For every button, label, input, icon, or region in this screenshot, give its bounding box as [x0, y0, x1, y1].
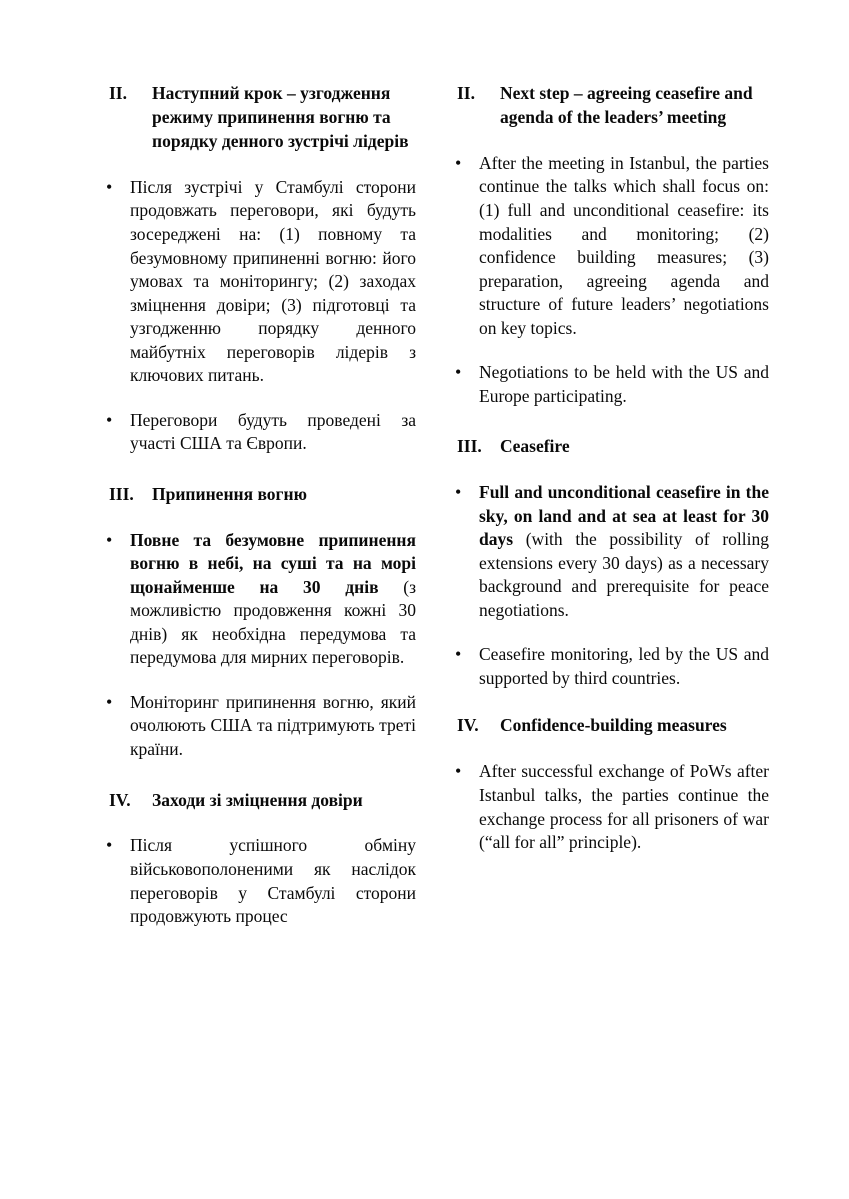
section-heading-iii-uk: [100, 483, 416, 507]
section-numeral: II.: [109, 83, 127, 103]
bullet-text: Після успішного обміну військовополоненими як наслідок переговорів у Стамбулі сторони продовжують процес: [130, 835, 416, 927]
section-heading-iv-en: [453, 714, 769, 738]
section-heading-ii-en: [453, 82, 769, 130]
bullet-item: [100, 176, 416, 388]
section-heading-iii-en: [453, 435, 769, 459]
section-heading-iv-uk: [100, 789, 416, 813]
bullet-glyph-icon: •: [106, 409, 113, 430]
bullet-text: After the meeting in Istanbul, the parties continue the talks which shall focus on: (1) full and unconditional ceasefire: its modalities and monitoring; (2) confidence building measures; (3) preparation, agreeing agenda and structure of future leaders’ negotiations on key topics.: [479, 152, 769, 338]
bullet-text: [130, 529, 416, 670]
bullet-item: [100, 691, 416, 762]
section-numeral: IV.: [457, 715, 479, 736]
bullet-item: [100, 409, 416, 456]
section-title: Заходи зі зміцнення довіри: [152, 789, 363, 810]
bullet-glyph-icon: •: [455, 362, 462, 383]
section-title: Next step – agreeing ceasefire and agenda of the leaders’ meeting: [500, 83, 753, 127]
bullet-item: [453, 643, 769, 690]
bullet-text-bold: Full and unconditional ceasefire in the sky, on land and at sea at least for 30 days: [479, 482, 769, 550]
bullet-text-normal: (з можливістю продовження кожні 30 днів) як необхідна передумова та передумова для мирних переговорів.: [130, 576, 416, 668]
bullet-item: [453, 361, 769, 408]
section-title: Наступний крок – узгодження режиму припинення вогню та порядку денного зустрічі лідерів: [152, 83, 409, 151]
bullet-text-normal: (with the possibility of rolling extensions every 30 days) as a necessary background and prerequisite for peace negotiations.: [479, 529, 769, 620]
bullet-glyph-icon: •: [455, 761, 462, 782]
bullet-glyph-icon: •: [106, 529, 113, 550]
bullet-text: Моніторинг припинення вогню, який очолюють США та підтримують треті країни.: [130, 691, 416, 759]
bullet-text: Ceasefire monitoring, led by the US and supported by third countries.: [479, 644, 769, 688]
bullet-item: [453, 760, 769, 854]
two-column-layout: [100, 82, 769, 929]
section-numeral: III.: [457, 436, 482, 457]
bullet-glyph-icon: •: [455, 152, 462, 173]
section-heading-ii-uk: [100, 82, 416, 154]
bullet-glyph-icon: •: [106, 835, 113, 856]
section-numeral: III.: [109, 483, 134, 504]
column-ukrainian: [100, 82, 416, 929]
bullet-text: After successful exchange of PoWs after Istanbul talks, the parties continue the exchange process for all prisoners of war (“all for all” principle).: [479, 761, 769, 853]
bullet-text: Negotiations to be held with the US and Europe participating.: [479, 362, 769, 406]
bullet-item: [453, 481, 769, 622]
section-numeral: II.: [457, 83, 475, 103]
bullet-glyph-icon: •: [106, 691, 113, 712]
bullet-text: Після зустрічі у Стамбулі сторони продовжать переговори, які будуть зосереджені на: (1) повному та безумовному припиненні вогню: його умовах та моніторингу; (2) заходах зміцнення довіри; (3) підготовці та узгодженню порядку денного майбутніх переговорів лідерів з ключових питань.: [130, 176, 416, 386]
bullet-item: [100, 834, 416, 928]
bullet-item: [453, 152, 769, 340]
bullet-item: [100, 529, 416, 670]
section-title: Confidence-building measures: [500, 715, 727, 736]
bullet-glyph-icon: •: [455, 482, 462, 503]
bullet-glyph-icon: •: [455, 644, 462, 665]
section-numeral: IV.: [109, 789, 131, 810]
bullet-text-bold: Повне та безумовне припинення вогню в небі, на суші та на морі щонайменше на 30 днів: [130, 529, 416, 597]
section-title: Ceasefire: [500, 436, 570, 457]
bullet-glyph-icon: •: [106, 176, 113, 197]
section-title: Припинення вогню: [152, 483, 307, 504]
column-english: [453, 82, 769, 855]
bullet-text: Переговори будуть проведені за участі США та Європи.: [130, 409, 416, 454]
bullet-text: [479, 481, 769, 622]
